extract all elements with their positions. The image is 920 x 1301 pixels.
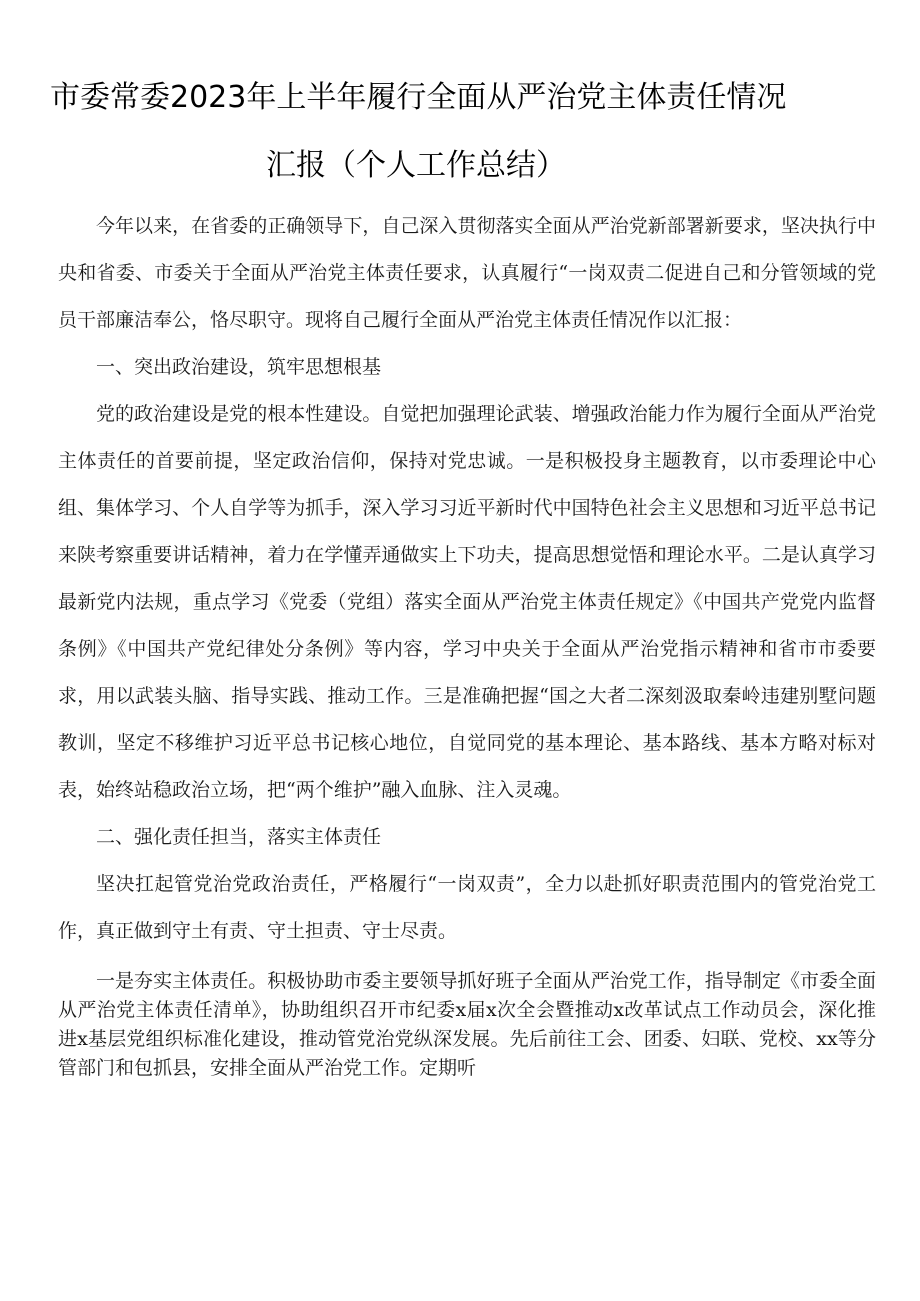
- document-title-line-1: 市委常委2023年上半年履行全面从严治党主体责任情况: [50, 80, 787, 115]
- section-1-heading: 一、突出政治建设，筑牢思想根基: [96, 356, 382, 378]
- section-1-paragraph: 党的政治建设是党的根本性建设。自觉把加强理论武装、增强政治能力作为履行全面从严治党主体责任的首要前提，坚定政治信仰，保持对党忠诚。一是积极投身主题教育，以市委理论中心组、集体学习、个人自学等为抓手，深入学习习近平新时代中国特色社会主义思想和习近平总书记来陕考察重要讲话精神，着力在学懂弄通做实上下功夫，提高思想觉悟和理论水平。二是认真学习最新党内法规，重点学习《党委（党组）落实全面从严治党主体责任规定》《中国共产党党内监督条例》《中国共产党纪律处分条例》等内容，学习中央关于全面从严治党指示精神和省市市委要求，用以武装头脑、指导实践、推动工作。三是准确把握“国之大者二深刻汲取秦岭违建别墅问题教训，坚定不移维护习近平总书记核心地位，自觉同党的基本理论、基本路线、基本方略对标对表，始终站稳政治立场，把“两个维护”融入血脉、注入灵魂。: [58, 403, 876, 801]
- document-title-line-2: 汇报（个人工作总结）: [266, 148, 566, 183]
- document-body: [58, 203, 876, 1083]
- intro-paragraph: 今年以来，在省委的正确领导下，自己深入贯彻落实全面从严治党新部署新要求，坚决执行中央和省委、市委关于全面从严治党主体责任要求，认真履行“一岗双责二促进自己和分管领域的党员干部廉洁奉公，恪尽职守。现将自己履行全面从严治党主体责任情况作以汇报：: [58, 215, 876, 331]
- section-2-paragraph: 坚决扛起管党治党政治责任，严格履行“一岗双责”，全力以赴抓好职责范围内的管党治党工作，真正做到守土有责、守土担责、守士尽责。: [58, 873, 876, 942]
- section-2-item-1-paragraph: 一是夯实主体责任。积极协助市委主要领导抓好班子全面从严治党工作，指导制定《市委全面从严治党主体责任清单》，协助组织召开市纪委x届x次全会暨推动x改革试点工作动员会，深化推进x基层党组织标准化建设，推动管党治党纵深发展。先后前往工会、团委、妇联、党校、xx等分管部门和包抓县，安排全面从严治党工作。定期听: [58, 970, 876, 1079]
- section-2-heading: 二、强化责任担当，落实主体责任: [96, 826, 382, 848]
